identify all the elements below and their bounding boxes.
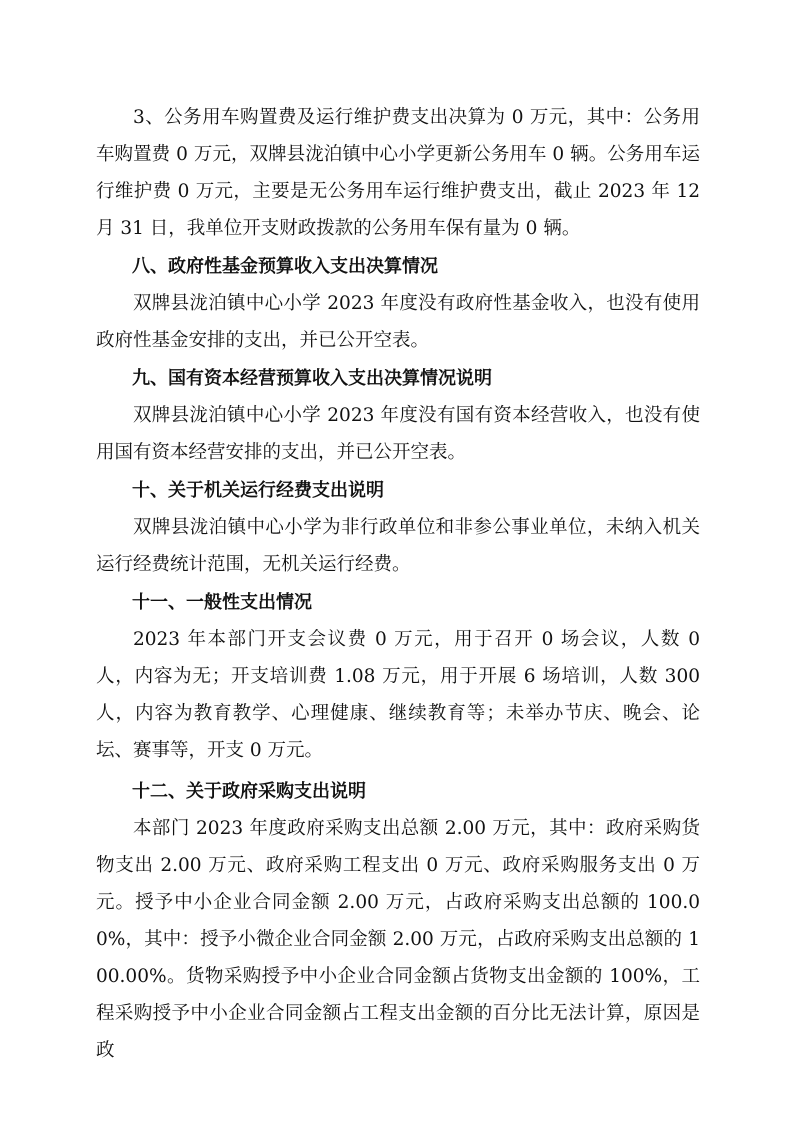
- heading-government-procurement: 十二、关于政府采购支出说明: [132, 781, 366, 802]
- paragraph-vehicle-expenses: 3、公务用车购置费及运行维护费支出决算为 0 万元，其中：公务用车购置费 0 万元，双牌县泷泊镇中心小学更新公务用车 0 辆。公务用车运行维护费 0 万元，主要是无公务用车运行维护费支出，截止 2023 年 12 月 31 日，我单位开支财政拨款的公务用车保有量为 0 辆。: [96, 107, 700, 239]
- document-page: [96, 99, 700, 1069]
- heading-general-expenditure: 十一、一般性支出情况: [132, 592, 312, 613]
- paragraph-government-procurement: 本部门 2023 年度政府采购支出总额 2.00 万元，其中：政府采购货物支出 2.00 万元、政府采购工程支出 0 万元、政府采购服务支出 0 万元。授予中小企业合同金额 2.00 万元，占政府采购支出总额的 100.00%，其中：授予小微企业合同金额 2.00 万元，占政府采购支出总额的 100.00%。货物采购授予中小企业合同金额占货物支出金额的 100%，工程采购授予中小企业合同金额占工程支出金额的百分比无法计算，原因是政: [96, 818, 700, 1061]
- paragraph-general-expenditure: 2023 年本部门开支会议费 0 万元，用于召开 0 场会议，人数 0 人，内容为无；开支培训费 1.08 万元，用于开展 6 场培训，人数 300 人，内容为教育教学、心理健康、继续教育等；未举办节庆、晚会、论坛、赛事等，开支 0 万元。: [96, 629, 700, 761]
- heading-state-capital-budget: 九、国有资本经营预算收入支出决算情况说明: [132, 368, 492, 389]
- heading-government-fund-budget: 八、政府性基金预算收入支出决算情况: [132, 256, 438, 277]
- paragraph-agency-operating-expenses: 双牌县泷泊镇中心小学为非行政单位和非参公事业单位，未纳入机关运行经费统计范围，无机关运行经费。: [96, 517, 700, 575]
- paragraph-state-capital-budget: 双牌县泷泊镇中心小学 2023 年度没有国有资本经营收入，也没有使用国有资本经营安排的支出，并已公开空表。: [96, 405, 700, 463]
- paragraph-government-fund-budget: 双牌县泷泊镇中心小学 2023 年度没有政府性基金收入，也没有使用政府性基金安排的支出，并已公开空表。: [96, 293, 700, 351]
- heading-agency-operating-expenses: 十、关于机关运行经费支出说明: [132, 480, 384, 501]
